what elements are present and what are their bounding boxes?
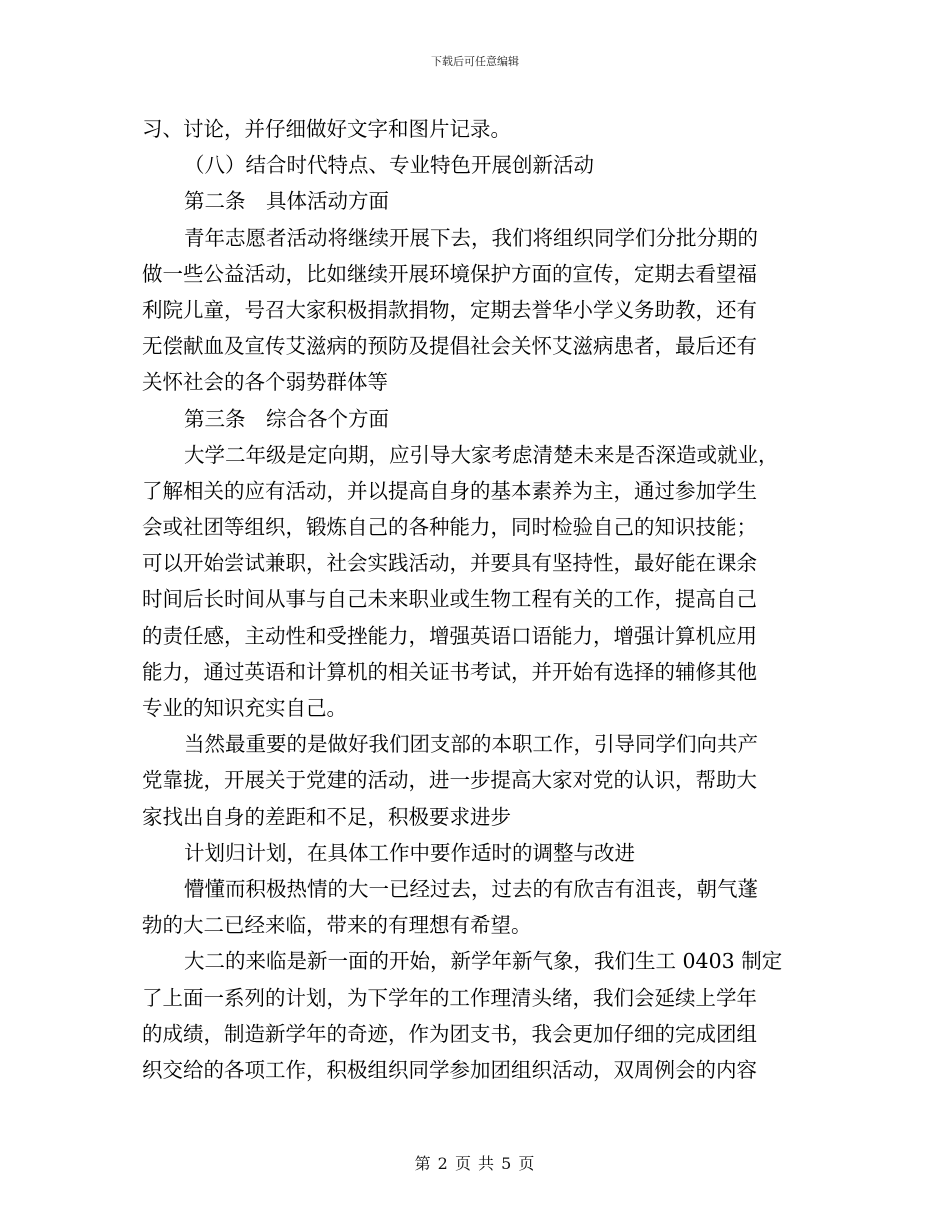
page-footer: 第 2 页 共 5 页: [414, 1154, 536, 1173]
document-body: [142, 111, 808, 1088]
text-line: 党靠拢，开展关于党建的活动，进一步提高大家对党的认识，帮助大: [142, 768, 757, 793]
text-line: 会或社团等组织，锻炼自己的各种能力，同时检验自己的知识技能；: [142, 515, 757, 540]
text-line: 无偿献血及宣传艾滋病的预防及提倡社会关怀艾滋病患者，最后还有: [142, 334, 757, 359]
text-line: 习、讨论，并仔细做好文字和图片记录。: [142, 117, 511, 141]
text-line: 了解相关的应有活动，并以提高自身的基本素养为主，通过参加学生: [142, 478, 757, 503]
text-line: 计划归计划，在具体工作中要作适时的调整与改进: [184, 840, 635, 865]
text-line: 第三条 综合各个方面: [184, 406, 389, 431]
page-header: 下载后可任意编辑: [431, 55, 519, 68]
text-line: 家找出自身的差距和不足，积极要求进步: [142, 804, 511, 829]
text-line: 的成绩，制造新学年的奇迹，作为团支书，我会更加仔细的完成团组: [142, 1021, 757, 1046]
text-line: 做一些公益活动，比如继续开展环境保护方面的宣传，定期去看望福: [142, 261, 757, 286]
text-line: 第二条 具体活动方面: [184, 189, 389, 214]
text-line: 青年志愿者活动将继续开展下去，我们将组织同学们分批分期的: [184, 225, 758, 250]
text-line: 大学二年级是定向期，应引导大家考虑清楚未来是否深造或就业，: [184, 442, 779, 467]
text-line: 了上面一系列的计划，为下学年的工作理清头绪，我们会延续上学年: [142, 985, 757, 1010]
text-line: 勃的大二已经来临，带来的有理想有希望。: [142, 913, 532, 938]
text-line: （八）结合时代特点、专业特色开展创新活动: [184, 153, 594, 178]
text-line: 关怀社会的各个弱势群体等: [142, 370, 388, 395]
text-line: 专业的知识充实自己。: [142, 696, 347, 720]
text-line: 织交给的各项工作，积极组织同学参加团组织活动，双周例会的内容: [142, 1057, 757, 1082]
text-line: 可以开始尝试兼职，社会实践活动，并要具有坚持性，最好能在课余: [142, 551, 757, 576]
text-line: 利院儿童，号召大家积极捐款捐物，定期去誉华小学义务助教，还有: [142, 297, 757, 322]
text-line: 的责任感，主动性和受挫能力，增强英语口语能力，增强计算机应用: [142, 623, 757, 648]
text-line: 当然最重要的是做好我们团支部的本职工作，引导同学们向共产: [184, 732, 758, 757]
text-line: 大二的来临是新一面的开始，新学年新气象，我们生工 0403 制定: [184, 949, 783, 974]
text-line: 时间后长时间从事与自己未来职业或生物工程有关的工作，提高自己: [142, 587, 757, 612]
text-line: 懵懂而积极热情的大一已经过去，过去的有欣吉有沮丧，朝气蓬: [184, 876, 758, 901]
text-line: 能力，通过英语和计算机的相关证书考试，并开始有选择的辅修其他: [142, 659, 757, 684]
